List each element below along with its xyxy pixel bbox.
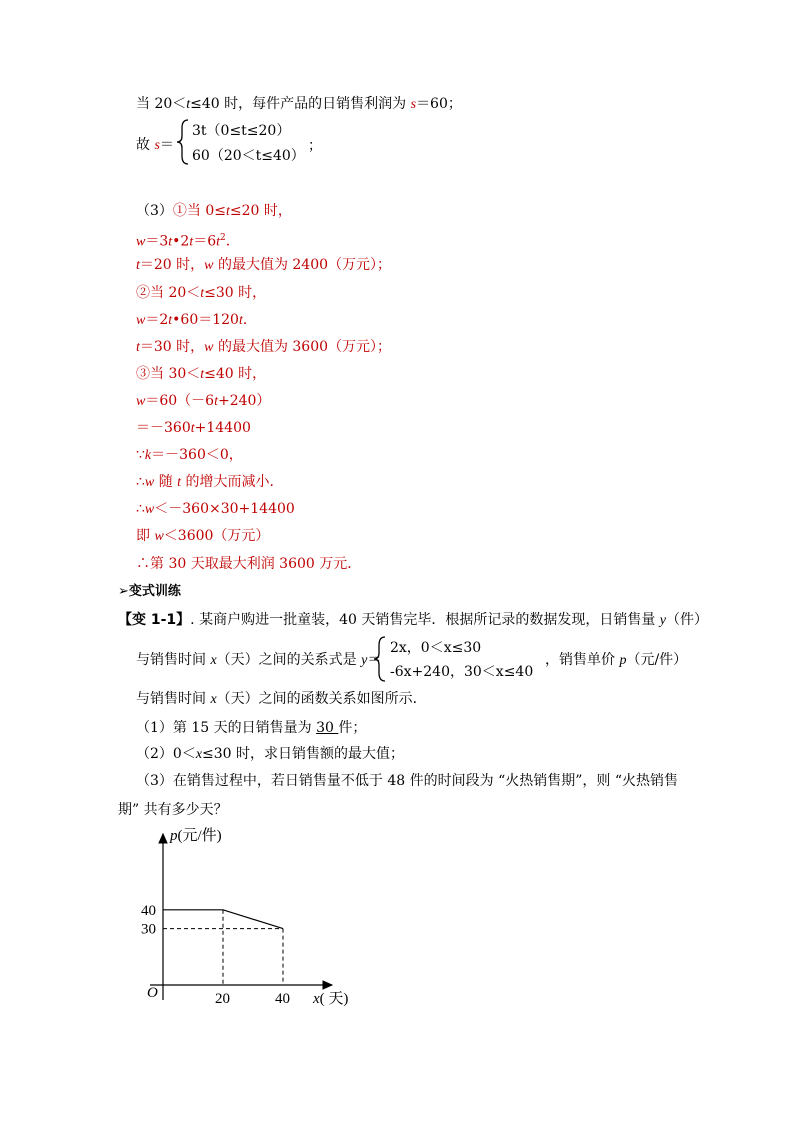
question-2: （2）0＜x≤30 时，求日销售额的最大值；: [136, 746, 405, 762]
line-decreasing: ∴w 随 t 的增大而减小．: [136, 474, 284, 490]
line-conclusion: ∴第 30 天取最大利润 3600 万元．: [136, 556, 362, 572]
case-y-1: 2x，0＜x≤30: [390, 640, 482, 656]
case-s-1: 3t（0≤t≤20）: [192, 123, 291, 139]
line-case3-heading: ③当 30＜t≤40 时，: [136, 366, 267, 382]
line-w-case3: w＝60（－6t+240）: [136, 393, 271, 409]
x-axis-label: x( 天): [313, 991, 349, 1007]
x-tick-20: 20: [215, 991, 230, 1007]
y-tick-40: 40: [141, 902, 156, 919]
line-w-expanded: ＝－360t+14400: [136, 420, 251, 436]
case-s-2: 60（20＜t≤40）: [192, 148, 305, 164]
line-case2-heading: ②当 20＜t≤30 时，: [136, 285, 267, 301]
question-3-cont: 期” 共有多少天？: [118, 802, 228, 818]
line-k-negative: ∵k＝－360＜0，: [136, 447, 243, 463]
section-title: ➢变式训练: [118, 584, 181, 599]
y-tick-30: 30: [141, 921, 156, 938]
price-time-chart: [130, 822, 370, 1012]
question-3: （3）在销售过程中，若日销售量不低于 48 件的时间段为 “火热销售期”，则 “火热销售: [136, 773, 678, 789]
line-max-case1: t＝20 时，w 的最大值为 2400（万元）；: [136, 257, 392, 273]
question-1: （1）第 15 天的日销售量为 30 件；: [136, 720, 367, 736]
line-w-case1: $w=3t•2t=6t^2$．: [136, 233, 240, 250]
origin-label: O: [147, 985, 158, 1001]
line-ji: 即 w＜3600（万元）: [136, 528, 270, 544]
brace-icon: [373, 635, 387, 683]
case-y-2: -6x+240，30＜x≤40: [390, 664, 534, 680]
line-w-case2: w＝2t•60＝120t．: [136, 312, 257, 328]
problem-line3: 与销售时间 x（天）之间的函数关系如图所示．: [136, 691, 427, 707]
answer-blank: 30: [316, 720, 339, 736]
x-tick-40: 40: [275, 991, 290, 1007]
line-s-second-case: 当 20＜t≤40 时，每件产品的日销售利润为 s＝60；: [136, 96, 462, 112]
y-axis-label: p(元/件): [170, 828, 222, 844]
line-inequality: ∴w＜－360×30+14400: [136, 501, 295, 517]
problem-line1: 【变 1-1】. 某商户购进一批童装，40 天销售完毕．根据所记录的数据发现，日销售量 y（件）: [118, 612, 709, 628]
brace-icon: [176, 118, 190, 166]
part3-heading: （3）①当 0≤t≤20 时，: [136, 203, 292, 219]
problem-tag: 【变 1-1】: [118, 612, 191, 628]
line-max-case2: t＝30 时，w 的最大值为 3600（万元）；: [136, 339, 392, 355]
